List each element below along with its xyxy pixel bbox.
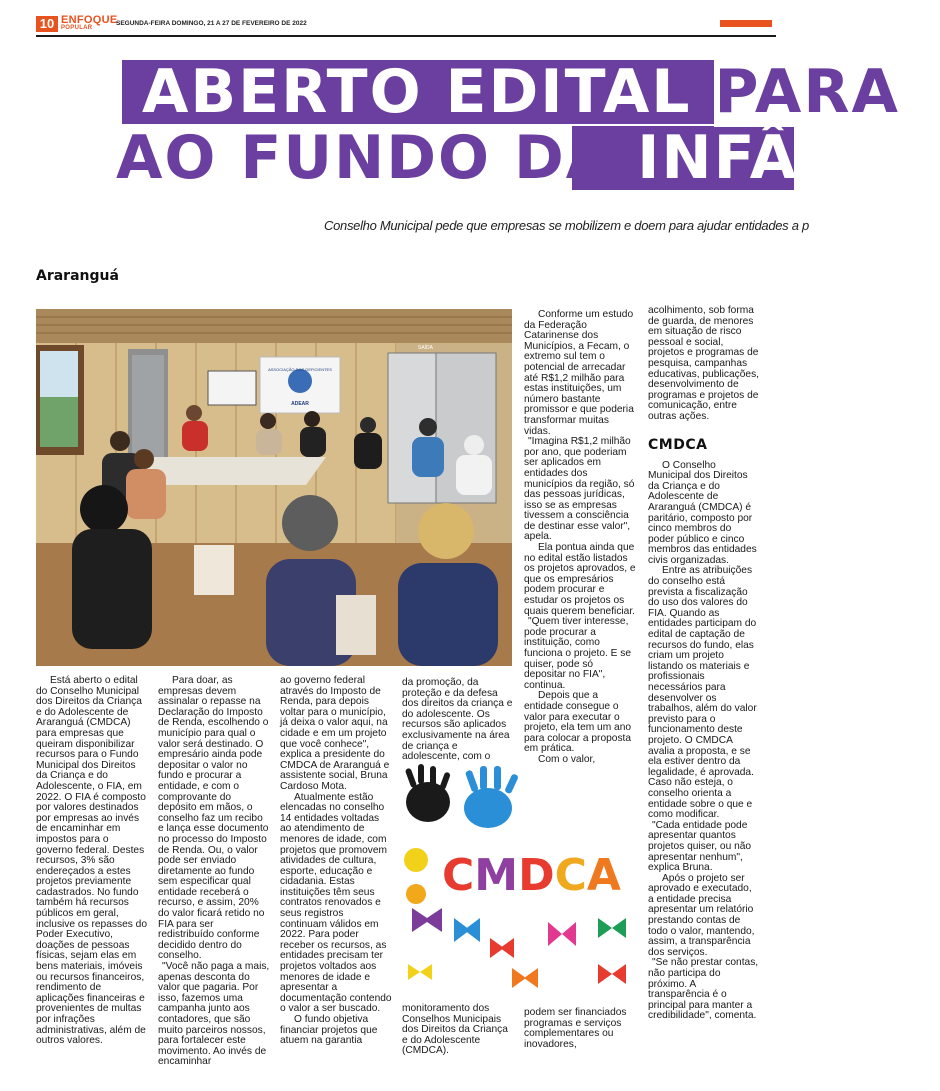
logo-text: CMDCA bbox=[442, 850, 621, 901]
hand-icon bbox=[405, 764, 451, 822]
col4-paragraph-3: Ela pontua ainda que no edital estão listados os projetos aprovados, e que os empresários podem procurar e estudar os projetos os quais querem beneficiar. bbox=[524, 542, 636, 617]
col4-paragraph-2: "Imagina R$1,2 milhão por ano, que poderiam ser aplicados em entidades dos municípios da região, só das pessoas jurídicas, isso se as empresas tivessem a consciência de destinar esse valor", apela. bbox=[524, 436, 635, 543]
header-accent-bar bbox=[720, 20, 772, 27]
col2-paragraph-2: "Você não paga a mais, apenas desconta do valor que pagaria. Por isso, fazemos uma campanha junto aos contadores, que são muito parceiros nossos, para fortalecer este movimento. Ao invés de encaminhar bbox=[158, 961, 270, 1068]
col4-paragraph-4: "Quem tiver interesse, pode procurar a instituição, como funciona o projeto. E se quiser, pode só depositar no FIA", continua. bbox=[524, 616, 632, 691]
subtitle: Conselho Municipal pede que empresas se mobilizem e doem para ajudar entidades a p bbox=[324, 218, 809, 233]
article-column-4-top bbox=[524, 310, 636, 766]
col5-bottom-paragraph: podem ser financiados programas e serviços complementares ou inovadores, bbox=[524, 1007, 627, 1050]
cmdca-logo-art bbox=[402, 768, 636, 998]
col5-paragraph-2: Entre as atribuições do conselho está prevista a fiscalização do uso dos valores do FIA. Quando as entidades participam do edital de captação de recursos do fundo, elas criam um projeto listando os materiais e profissionais necessários para desenvolver os trabalhos, além do valor previsto para o funcionamento deste projeto. O CMDCA avalia a proposta, e se ela estiver dentro da legalidade, é aprovada. Caso não esteja, o conselho orienta a entidade sobre o que e como modificar. bbox=[648, 565, 757, 821]
col3-paragraph-1: ao governo federal através do Imposto de Renda, para depois voltar para o município, já deixa o valor aqui, na cidade e em um projeto que você conhece", explica a presidente do CMDCA de Araranguá e assistente social, Bruna Cardoso Mota. bbox=[280, 675, 390, 792]
col5-paragraph-3: "Cada entidade pode apresentar quantos projetos quiser, ou não apresentar nenhum", explica Bruna. bbox=[648, 819, 752, 874]
article-column-1 bbox=[36, 676, 148, 1047]
col3-paragraph-2: Atualmente estão elencadas no conselho 14 entidades voltadas ao atendimento de menores de idade, com projetos que promovem atividades de cultura, esporte, educação e cidadania. Estas instituições têm seus contratos renovados e seus registros continuam válidos em 2022. Para poder receber os recursos, as entidades precisam ter projetos voltados aos menores de idade e apresentar a documentação contendo o valor a ser buscado. bbox=[280, 791, 392, 1015]
col4-paragraph-6: Com o valor, bbox=[538, 753, 596, 765]
headline-line-2 bbox=[116, 123, 897, 193]
headline-line1-purple: PARA bbox=[714, 57, 940, 127]
page-number: 10 bbox=[36, 16, 58, 32]
door-sign: SAÍDA bbox=[418, 345, 434, 351]
article-column-4-bottom bbox=[402, 1004, 514, 1057]
col5-paragraph-1: O Conselho Municipal dos Direitos da Criança e do Adolescente de Araranguá (CMDCA) é paritário, composto por cinco membros do poder público e cinco membros das entidades civis organizadas. bbox=[648, 459, 757, 566]
banner-text: ASSOCIAÇÃO DOS DEFICIENTES bbox=[268, 367, 332, 372]
header-rule bbox=[36, 35, 776, 37]
headline-line1-white: ABERTO EDITAL bbox=[142, 57, 715, 127]
col4-paragraph-5: Depois que a entidade consegue o valor para executar o projeto, ela tem um ano para colocar a proposta em prática. bbox=[524, 690, 632, 755]
headline-line2-purple: AO FUNDO DA bbox=[116, 123, 638, 193]
publication-name: ENFOQUE bbox=[61, 14, 118, 26]
dateline: SEGUNDA-FEIRA DOMINGO, 21 A 27 DE FEVEREIRO DE 2022 bbox=[116, 20, 307, 27]
cmdca-heading: CMDCA bbox=[648, 436, 708, 453]
col4-paragraph-1: Conforme um estudo da Federação Catarinense dos Municípios, a Fecam, o extremo sul tem o potencial de arrecadar até R$1,2 milhão para estas instituições, um número bastante promissor e que poderia transformar muitas vidas. bbox=[524, 309, 634, 437]
article-column-4-mid bbox=[402, 678, 514, 763]
headline-line2-white: INFÂNC bbox=[637, 123, 897, 193]
headline-line-1 bbox=[142, 57, 940, 127]
banner-short: ADEAR bbox=[291, 401, 309, 407]
col4-bottom-paragraph: monitoramento dos Conselhos Municipais dos Direitos da Criança e do Adolescente (CMDCA). bbox=[402, 1003, 508, 1057]
article-column-2 bbox=[158, 676, 270, 1068]
hand-icon bbox=[464, 766, 519, 828]
col1-paragraph-1: Está aberto o edital do Conselho Municipal dos Direitos da Criança e do Adolescente de Araranguá (CMDCA) para empresas que queiram disponibilizar recursos para o Fundo Municipal dos Direitos da Criança e do Adolescente, o FIA, em 2022. O FIA é composto por valores destinados por empresas ao invés de encaminhar em impostos para o governo federal. Destes recursos, 3% são endereçados a estes projetos previamente cadastrados. No fundo também há recursos públicos em geral, inclusive os repasses do Poder Executivo, doações de pessoas físicas, sejam elas em bens materiais, imóveis ou recursos financeiros, rendimento de aplicações financeiras e provenientes de multas por infrações administrativas, além de outros valores. bbox=[36, 675, 147, 1047]
cmdca-logo bbox=[402, 768, 636, 998]
city-label: Araranguá bbox=[36, 268, 119, 284]
col5-paragraph-5: "Se não prestar contas, não participa do próximo. A transparência é o principal para manter a credibilidade", comenta. bbox=[648, 957, 759, 1022]
meeting-photo-illustration bbox=[36, 309, 512, 666]
meeting-photo bbox=[36, 309, 512, 666]
article-column-3 bbox=[280, 676, 392, 1047]
publication-subname: POPULAR bbox=[61, 25, 93, 31]
col3-paragraph-3: O fundo objetiva financiar projetos que atuem na garantia bbox=[280, 1014, 378, 1047]
col2-paragraph-1: Para doar, as empresas devem assinalar o repasse na Declaração do Imposto de Renda, escolhendo o município para qual o valor será destinado. O empresário ainda pode depositar o valor no fundo e procurar a entidade, e com o comprovante do depósito em mãos, o conselho faz um recibo e lança esse documento no processo do Imposto de Renda. Ou, o valor pode ser enviado diretamente ao fundo sem especificar qual entidade receberá o recurso, e assim, 20% do valor ficará retido no FIA para ser redistribuído conforme decidido dentro do conselho. bbox=[158, 675, 269, 962]
article-column-5-bottom bbox=[524, 1008, 636, 1050]
col5-top-paragraph: acolhimento, sob forma de guarda, de menores em situação de risco pessoal e social, projetos e programas de pesquisa, campanhas educativas, publicações, desenvolvimento de programas e projetos de comunicação, entre outras ações. bbox=[648, 305, 759, 422]
col4-mid-paragraph: da promoção, da proteção e da defesa dos direitos da criança e do adolescente. Os recursos são aplicados exclusivamente na área de criança e adolescente, com o bbox=[402, 677, 513, 763]
col5-paragraph-4: Após o projeto ser aprovado e executado, a entidade precisa apresentar um relatório prestando contas de todo o valor, mantendo, assim, a transparência dos serviços. bbox=[648, 872, 755, 958]
article-column-5 bbox=[648, 306, 760, 1022]
